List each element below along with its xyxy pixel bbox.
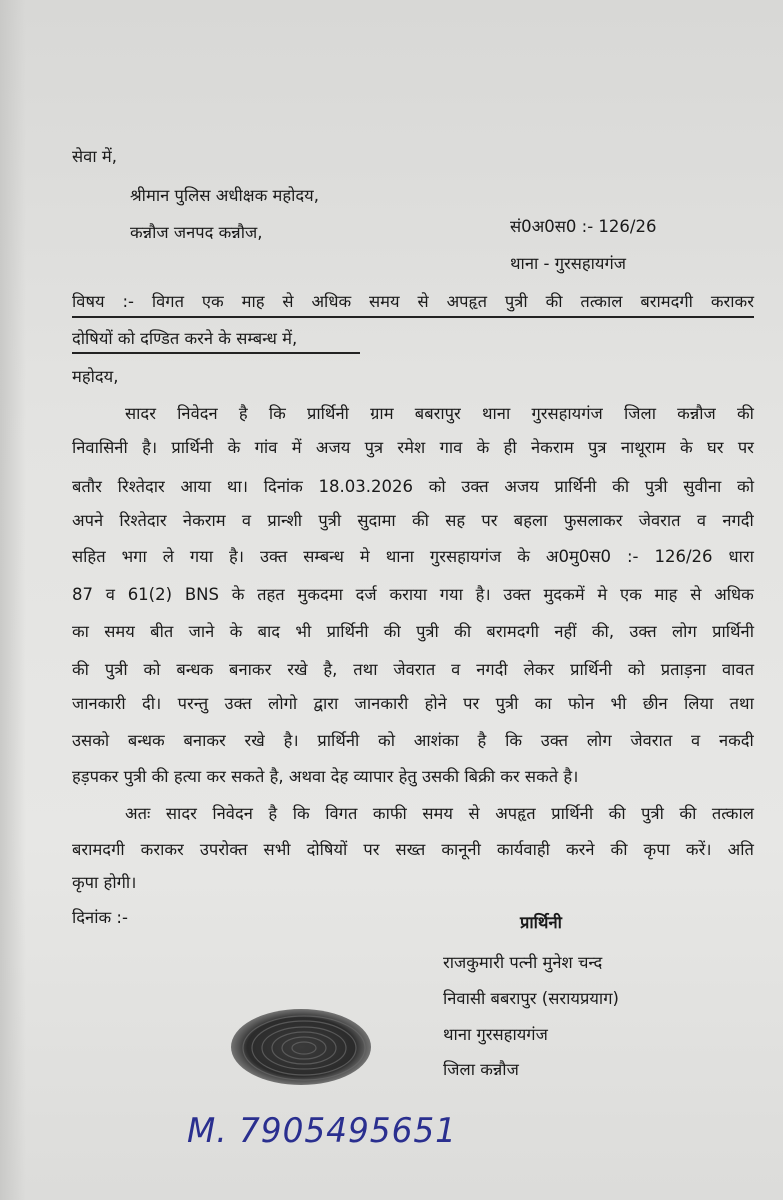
addressee-line-1: श्रीमान पुलिस अधीक्षक महोदय,: [130, 186, 319, 205]
body-line: उसको बन्धक बनाकर रखे है। प्रार्थिनी को आशंका है कि उक्त लोग जेवरात व नकदी: [72, 731, 754, 750]
phone-number-text: M. 7905495651: [187, 1111, 457, 1151]
date-label: दिनांक :-: [72, 908, 128, 927]
body-line: का समय बीत जाने के बाद भी प्रार्थिनी की पुत्री की बरामदगी नहीं की, उक्त लोग प्रार्थिनी: [72, 622, 754, 641]
addressee-line-2: कन्नौज जनपद कन्नौज,: [130, 223, 263, 242]
subject-underline-2: [72, 352, 360, 354]
subject-underline-1: [72, 316, 754, 318]
body-line: बरामदगी कराकर उपरोक्त सभी दोषियों पर सख्त कानूनी कार्यवाही करने की कृपा करें। अति: [72, 840, 754, 859]
applicant-title: प्रार्थिनी: [520, 913, 562, 932]
police-station: थाना - गुरसहायगंज: [510, 254, 627, 273]
body-line: जानकारी दी। परन्तु उक्त लोगो द्वारा जानकारी होने पर पुत्री का फोन भी छीन लिया तथा: [72, 694, 754, 713]
case-reference: सं0अ0स0 :- 126/26: [510, 217, 657, 236]
applicant-name: राजकुमारी पत्नी मुनेश चन्द: [443, 953, 603, 972]
subject-line-1: विषय :- विगत एक माह से अधिक समय से अपहृत पुत्री की तत्काल बरामदगी कराकर: [72, 292, 754, 311]
applicant-district: जिला कन्नौज: [443, 1060, 519, 1079]
body-line: सहित भगा ले गया है। उक्त सम्बन्ध मे थाना गुरसहायगंज के अ0मु0स0 :- 126/26 धारा: [72, 547, 754, 566]
subject-line-2: दोषियों को दण्डित करने के सम्बन्ध में,: [72, 329, 298, 348]
body-line: सादर निवेदन है कि प्रार्थिनी ग्राम बबरापुर थाना गुरसहायगंज जिला कन्नौज की: [125, 404, 754, 423]
salutation: महोदय,: [72, 367, 119, 386]
handwritten-phone-number: [183, 1098, 473, 1160]
body-line: की पुत्री को बन्धक बनाकर रखे है, तथा जेवरात व नगदी लेकर प्रार्थिनी को प्रताड़ना वावत: [72, 660, 754, 679]
body-line: निवासिनी है। प्रार्थिनी के गांव में अजय पुत्र रमेश गाव के ही नेकराम पुत्र नाथूराम के घर पर: [72, 438, 754, 457]
body-line: हड़पकर पुत्री की हत्या कर सकते है, अथवा देह व्यापार हेतु उसकी बिक्री कर सकते है।: [72, 767, 579, 786]
body-line: 87 व 61(2) BNS के तहत मुकदमा दर्ज कराया गया है। उक्त मुदकमें मे एक माह से अधिक: [72, 585, 754, 604]
body-line: अपने रिश्तेदार नेकराम व प्रान्शी पुत्री सुदामा की सह पर बहला फुसलाकर जेवरात व नगदी: [72, 511, 754, 530]
body-line: कृपा होगी।: [72, 873, 137, 892]
to-line: सेवा में,: [72, 147, 117, 166]
body-line: बतौर रिश्तेदार आया था। दिनांक 18.03.2026 को उक्त अजय प्रार्थिनी की पुत्री सुवीना को: [72, 477, 754, 496]
applicant-residence: निवासी बबरापुर (सरायप्रयाग): [443, 989, 619, 1008]
applicant-police-station: थाना गुरसहायगंज: [443, 1025, 548, 1044]
thumbprint-image: [226, 1004, 376, 1090]
body-line: अतः सादर निवेदन है कि विगत काफी समय से अपहृत प्रार्थिनी की पुत्री की तत्काल: [125, 804, 754, 823]
